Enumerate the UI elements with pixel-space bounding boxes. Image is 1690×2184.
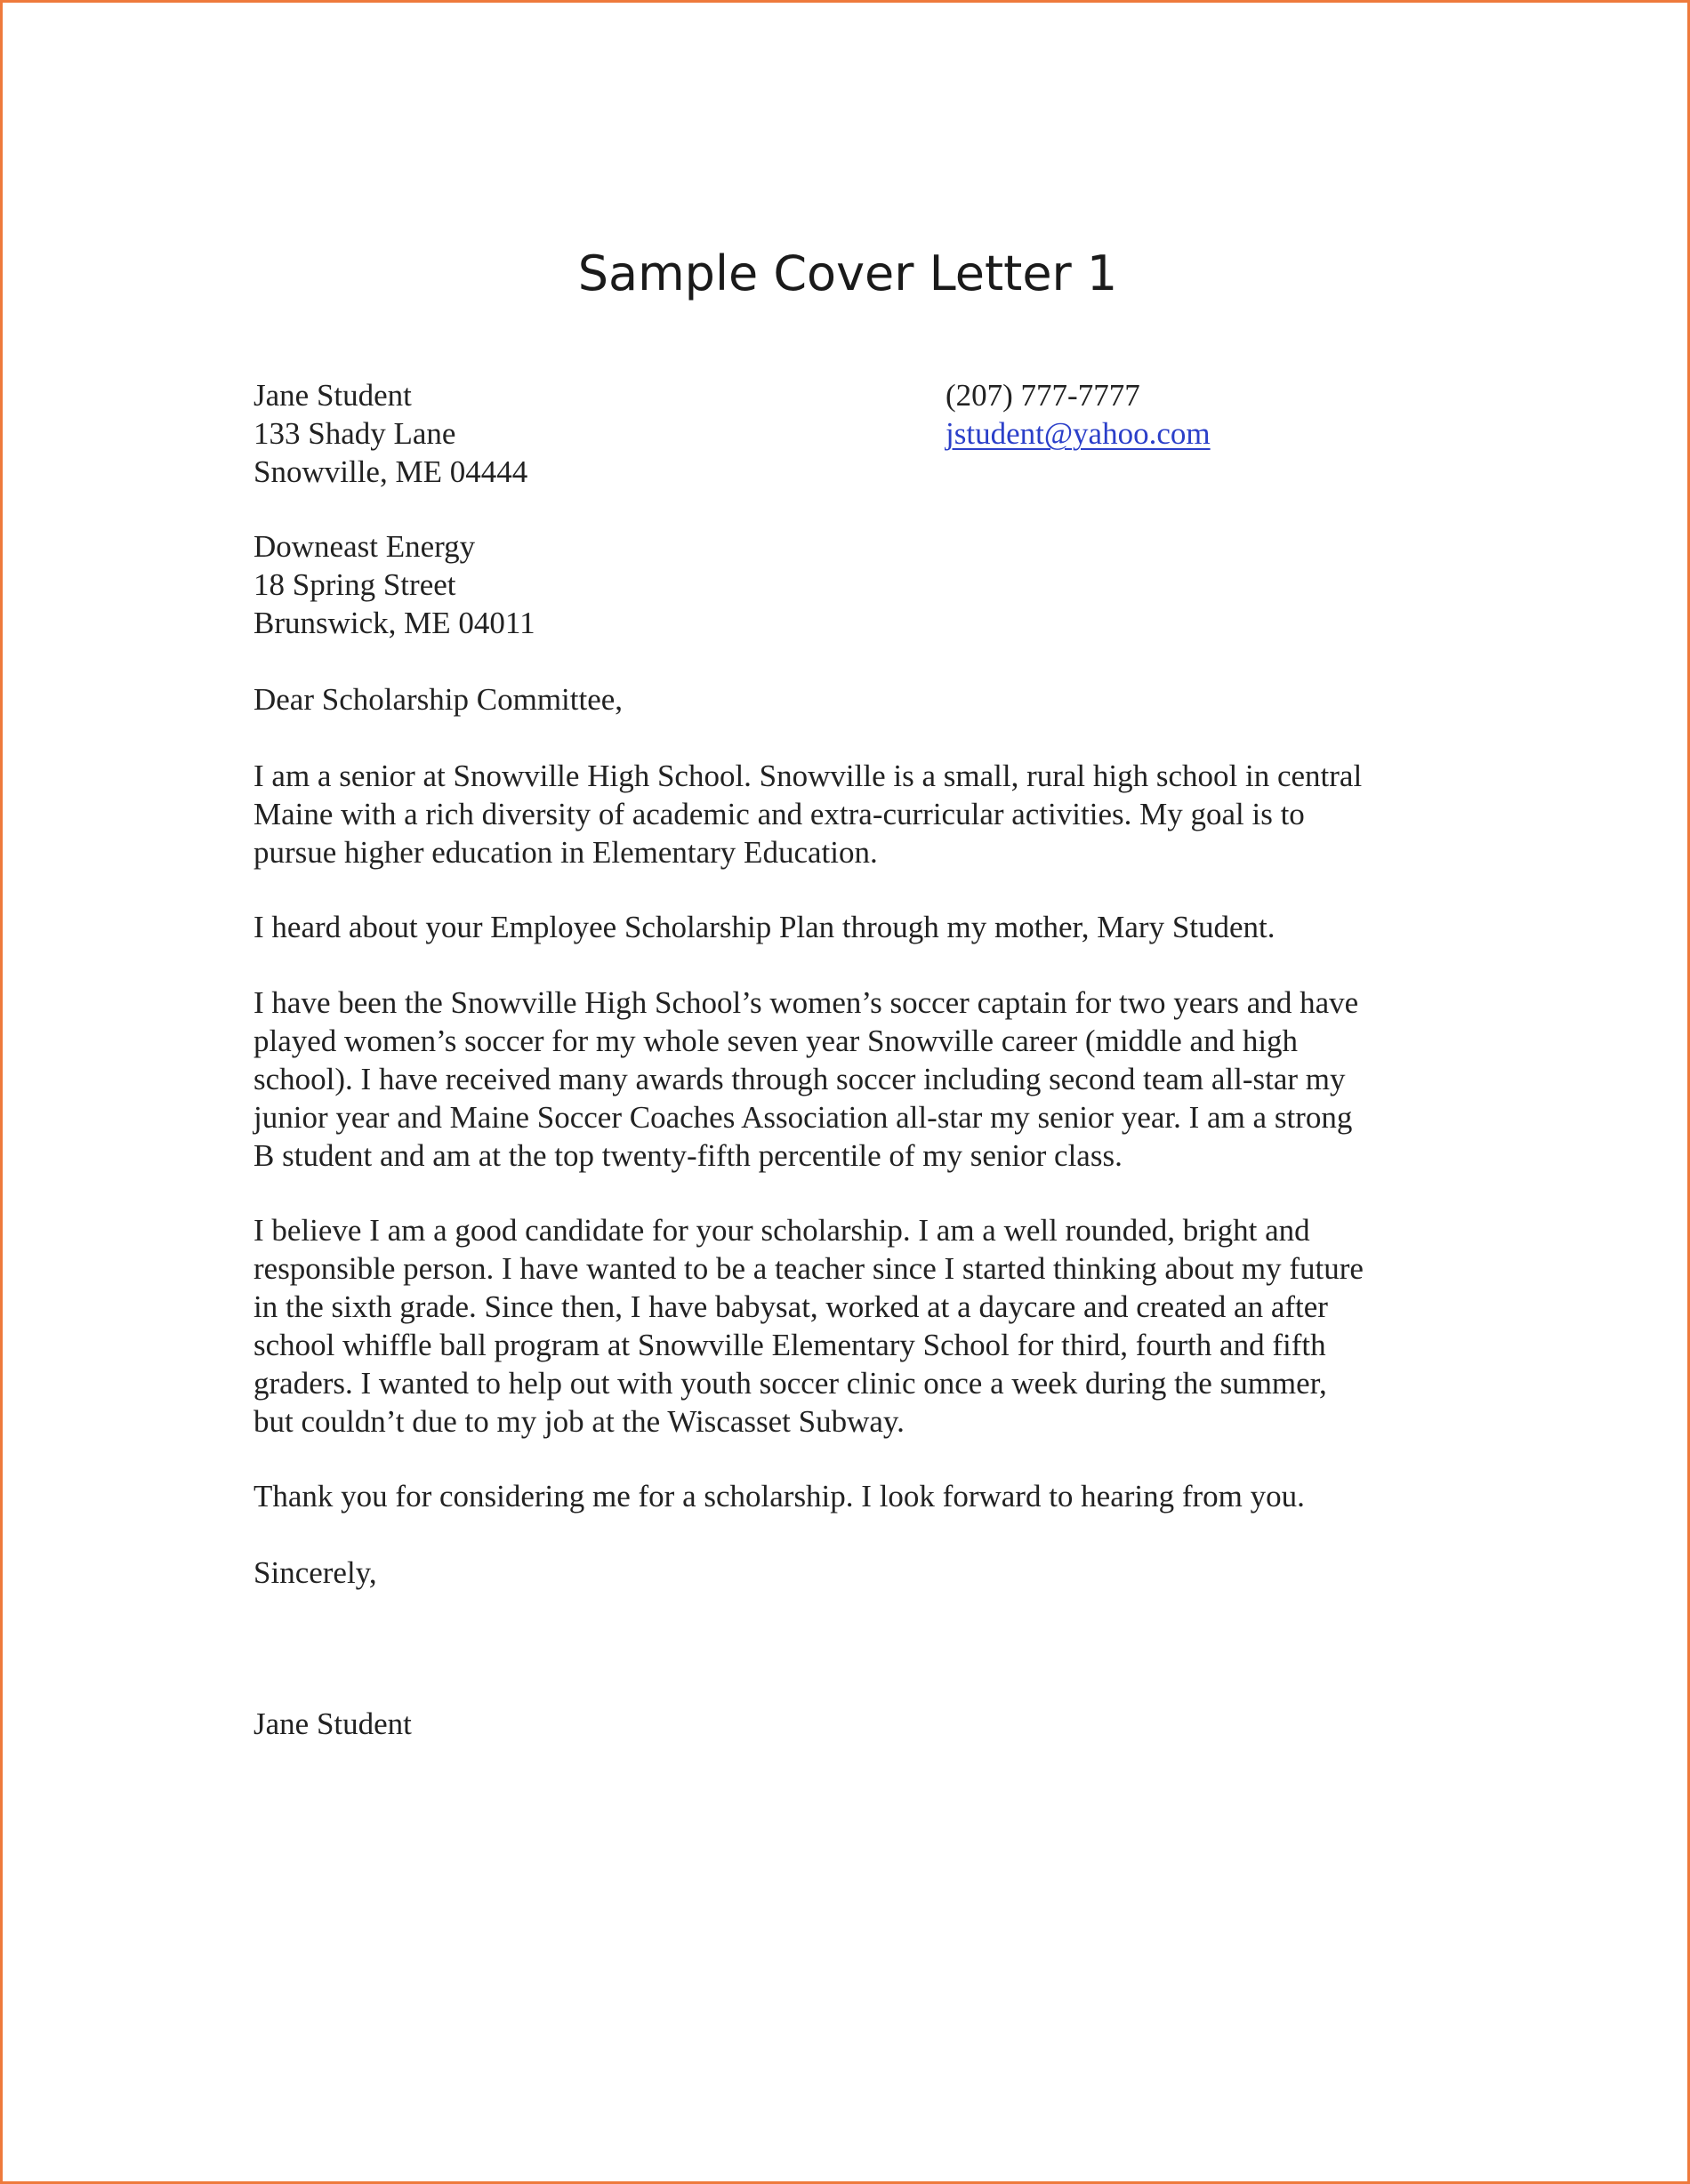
- paragraph-line: junior year and Maine Soccer Coaches Association all-star my senior year. I am a strong: [254, 1100, 1353, 1135]
- phone-number: (207) 777-7777: [946, 378, 1140, 413]
- email-link[interactable]: jstudent@yahoo.com: [946, 416, 1211, 451]
- signature-name: Jane Student: [254, 1706, 412, 1741]
- paragraph-achievements: [254, 984, 1499, 1175]
- recipient-address: [254, 527, 1499, 642]
- recipient-name: Downeast Energy: [254, 529, 476, 564]
- closing-text: Sincerely,: [254, 1555, 377, 1590]
- paragraph-line: I have been the Snowville High School’s women’s soccer captain for two years and have: [254, 985, 1359, 1020]
- paragraph-line: I heard about your Employee Scholarship Plan through my mother, Mary Student.: [254, 910, 1276, 944]
- paragraph-line: school). I have received many awards through soccer including second team all-star my: [254, 1062, 1346, 1096]
- salutation: [254, 680, 1499, 719]
- paragraph-line: pursue higher education in Elementary Education.: [254, 835, 878, 870]
- paragraph-line: Maine with a rich diversity of academic and extra-curricular activities. My goal is to: [254, 797, 1305, 831]
- sender-name: Jane Student: [254, 378, 412, 413]
- paragraph-line: B student and am at the top twenty-fifth percentile of my senior class.: [254, 1138, 1123, 1173]
- paragraph-line: school whiffle ball program at Snowville Elementary School for third, fourth and fifth: [254, 1328, 1326, 1362]
- paragraph-line: but couldn’t due to my job at the Wiscasset Subway.: [254, 1404, 905, 1439]
- recipient-city: Brunswick, ME 04011: [254, 606, 535, 640]
- sender-city: Snowville, ME 04444: [254, 454, 528, 489]
- paragraph-line: played women’s soccer for my whole seven year Snowville career (middle and high: [254, 1024, 1299, 1058]
- sender-contact: [946, 376, 1568, 453]
- page-title: Sample Cover Letter 1: [577, 245, 1118, 301]
- salutation-text: Dear Scholarship Committee,: [254, 682, 624, 717]
- paragraph-line: I am a senior at Snowville High School. Snowville is a small, rural high school in central: [254, 759, 1363, 793]
- recipient-street: 18 Spring Street: [254, 567, 456, 602]
- paragraph-line: responsible person. I have wanted to be a teacher since I started thinking about my future: [254, 1251, 1364, 1286]
- closing: [254, 1554, 1499, 1592]
- paragraph-intro: [254, 757, 1499, 871]
- paragraph-line: graders. I wanted to help out with youth soccer clinic once a week during the summer,: [254, 1366, 1327, 1401]
- paragraph-line: in the sixth grade. Since then, I have babysat, worked at a daycare and created an after: [254, 1289, 1328, 1324]
- sender-street: 133 Shady Lane: [254, 416, 456, 451]
- paragraph-candidacy: [254, 1211, 1499, 1441]
- paragraph-line: Thank you for considering me for a scholarship. I look forward to hearing from you.: [254, 1479, 1305, 1514]
- paragraph-thanks: [254, 1477, 1499, 1515]
- paragraph-referral: [254, 908, 1499, 946]
- paragraph-line: I believe I am a good candidate for your scholarship. I am a well rounded, bright and: [254, 1213, 1310, 1248]
- signature: [254, 1705, 1499, 1743]
